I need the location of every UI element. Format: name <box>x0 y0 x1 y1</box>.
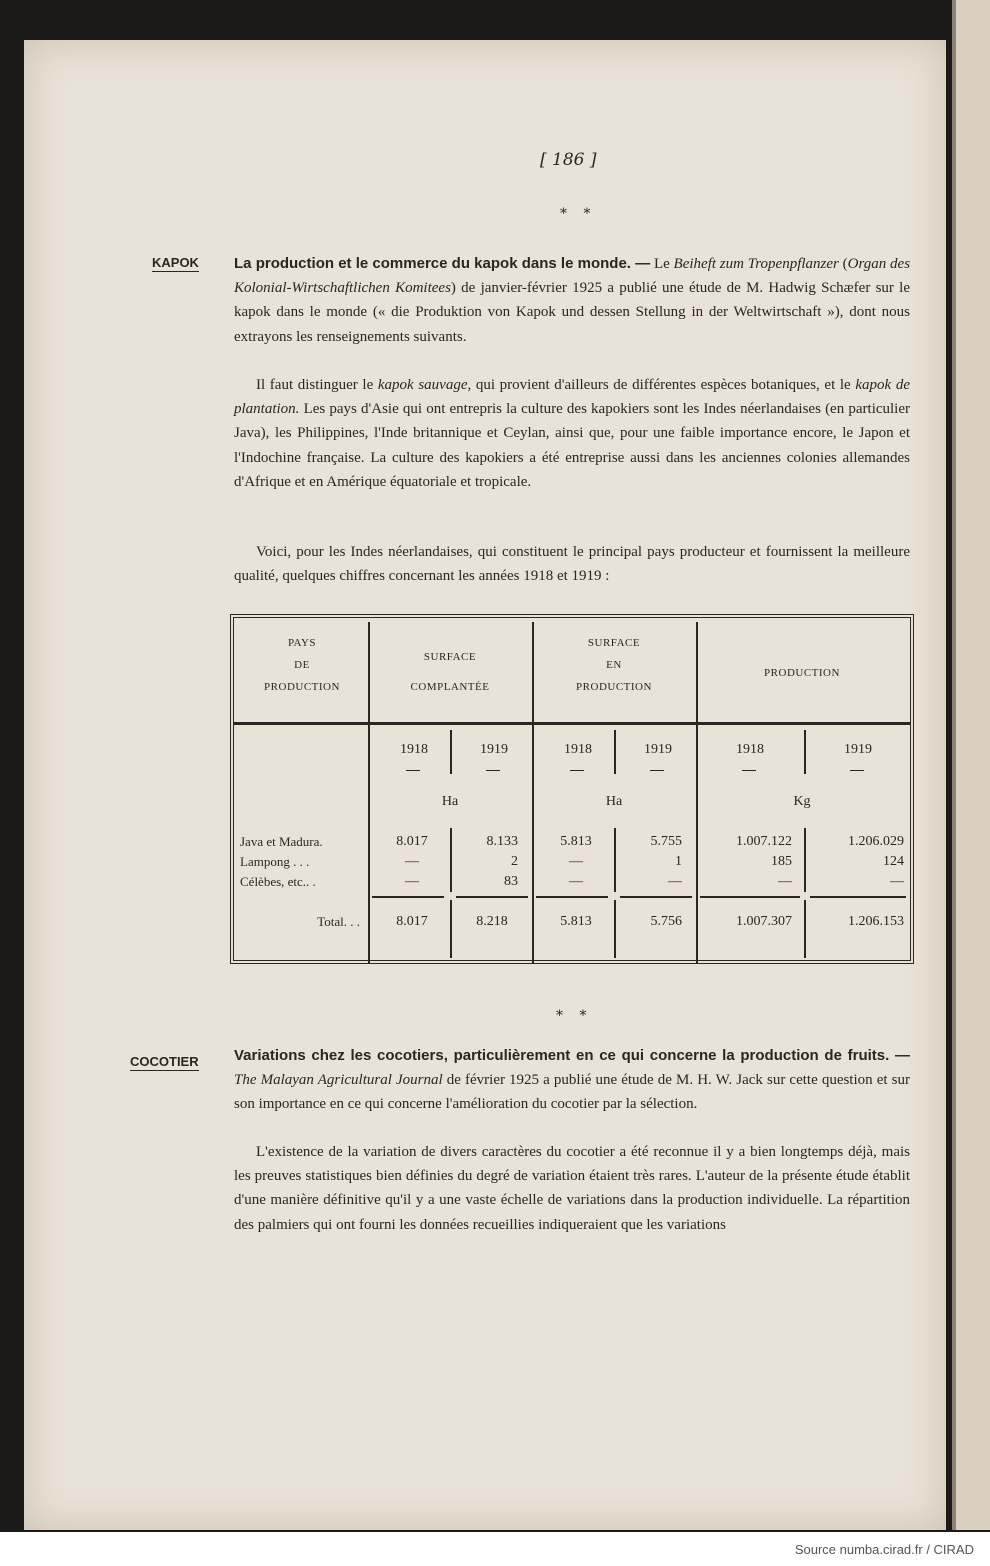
cell-value: 1.007.307 <box>736 914 792 929</box>
cell-value: — <box>405 874 419 889</box>
separator-stars: * * <box>556 1008 593 1024</box>
cell-value: — <box>569 854 583 869</box>
adjacent-page <box>952 0 990 1530</box>
header-line: PRODUCTION <box>264 681 340 693</box>
cell-value: 1 <box>675 854 682 869</box>
cell-value: 8.133 <box>486 834 518 849</box>
cell-value: 5.813 <box>560 914 592 929</box>
text-run: Il faut distinguer le <box>256 377 374 393</box>
unit-ha: Ha <box>441 794 459 809</box>
cell-value: 5.755 <box>650 834 682 849</box>
separator-stars: * * <box>560 206 597 222</box>
cell-value: 5.756 <box>650 914 682 929</box>
margin-label-cocotier: COCOTIER <box>130 1054 199 1069</box>
unit-ha: Ha <box>605 794 623 809</box>
cocotier-paragraph-1 <box>234 1044 910 1117</box>
text-run: ) de janvier-février 1925 a publié une étude de M. Hadwig Schæfer sur le kapok dans le monde (« die Produktion von Kapok und dessen Stellung in der Weltwirtschaft »), dont nous extrayons les renseignements suivants. <box>234 280 910 345</box>
text-run: Les pays d'Asie qui ont entrepris la culture des kapokiers sont les Indes néerlandaises (en particulier Java), les Philippines, l'Inde britannique et Ceylan, ainsi que, pour une faible importance encore, le Japon et l'Indochine française. La culture des kapokiers a été entreprise aussi dans les anciennes colonies allemandes d'Afrique et en Amérique équatoriale et tropicale. <box>234 401 911 490</box>
cell-value: — <box>569 874 583 889</box>
journal-title: The Malayan Agricultural Journal <box>234 1072 443 1089</box>
header-line: PAYS <box>287 637 317 649</box>
header-line: SURFACE <box>423 651 477 663</box>
cocotier-paragraph-2: L'existence de la variation de divers caractères du cocotier a été reconnue il y a bien longtemps déjà, mais les preuves statistiques bien définies du degré de variation étaient très rares. L'auteur de la présente étude établit d'une manière définitive qu'il y a une vaste échelle de variations dans la production individuelle. La répartition des palmiers qui ont fourni les données recueillies indiqueraient que les variations <box>234 1144 910 1233</box>
margin-label-kapok: KAPOK <box>152 255 199 270</box>
source-footer <box>0 1532 990 1566</box>
italic-term: kapok sauvage, <box>377 377 472 393</box>
text-run: de février 1925 a publié une étude de M. H. W. Jack sur cette question et sur son importance en ce qui concerne l'amélioration du cocotier par la sélection. <box>234 1072 910 1113</box>
year-1918: 1918 <box>400 742 428 757</box>
cell-value: — <box>778 874 792 889</box>
kapok-paragraph-1 <box>234 252 910 349</box>
cell-value: 1.206.029 <box>848 834 904 849</box>
year-1918: 1918 <box>736 742 764 757</box>
header-line: EN <box>606 659 622 671</box>
cell-value: 185 <box>771 854 792 869</box>
cocotier-heading: Variations chez les cocotiers, particulièrement en ce qui concerne la production de fruits. — <box>234 1047 910 1064</box>
cell-value: 5.813 <box>560 834 592 849</box>
cell-value: 2 <box>511 854 518 869</box>
header-line: PRODUCTION <box>576 681 652 693</box>
header-pays <box>238 632 366 698</box>
header-surface-production <box>534 632 694 698</box>
header-production: PRODUCTION <box>764 667 840 679</box>
italic-term: kapok de plantation. <box>234 377 910 418</box>
row-label: Total. . . <box>317 914 360 929</box>
cell-value: 8.017 <box>396 914 428 929</box>
row-label: Java et Madura. <box>240 834 323 849</box>
row-label: Célèbes, etc.. . <box>240 874 316 889</box>
year-1919: 1919 <box>480 742 508 757</box>
header-line: DE <box>294 659 310 671</box>
unit-kg: Kg <box>793 794 811 809</box>
year-1919: 1919 <box>644 742 672 757</box>
cell-value: 83 <box>504 874 518 889</box>
page-number: [ 186 ] <box>540 150 597 170</box>
cell-value: 124 <box>883 854 904 869</box>
year-1918: 1918 <box>564 742 592 757</box>
cell-value: — <box>405 854 419 869</box>
cell-value: — <box>890 874 904 889</box>
cell-value: 1.007.122 <box>736 834 792 849</box>
text-run: ( <box>842 256 848 272</box>
organ-title: Organ des Kolonial-Wirtschaftlichen Komitees <box>234 256 911 297</box>
journal-title: Beiheft zum Tropenpflanzer <box>673 256 839 272</box>
header-line: COMPLANTÉE <box>410 681 490 693</box>
header-surface-complantee <box>370 646 530 698</box>
kapok-paragraph-3: Voici, pour les Indes néerlandaises, qui constituent le principal pays producteur et fournissent la meilleure qualité, quelques chiffres concernant les années 1918 et 1919 : <box>234 544 910 585</box>
cell-value: — <box>668 874 682 889</box>
kapok-heading: La production et le commerce du kapok dans le monde. — <box>234 255 651 272</box>
text-run: Le <box>653 256 670 272</box>
year-1919: 1919 <box>844 742 872 757</box>
cell-value: 8.218 <box>476 914 508 929</box>
row-label: Lampong . . . <box>240 854 310 869</box>
source-credit: Source numba.cirad.fr / CIRAD <box>794 1542 974 1557</box>
cell-value: 1.206.153 <box>848 914 904 929</box>
production-table <box>230 614 914 964</box>
kapok-paragraph-2 <box>234 373 910 494</box>
header-line: SURFACE <box>587 637 641 649</box>
cell-value: 8.017 <box>396 834 428 849</box>
text-run: qui provient d'ailleurs de différentes espèces botaniques, et le <box>475 377 851 393</box>
